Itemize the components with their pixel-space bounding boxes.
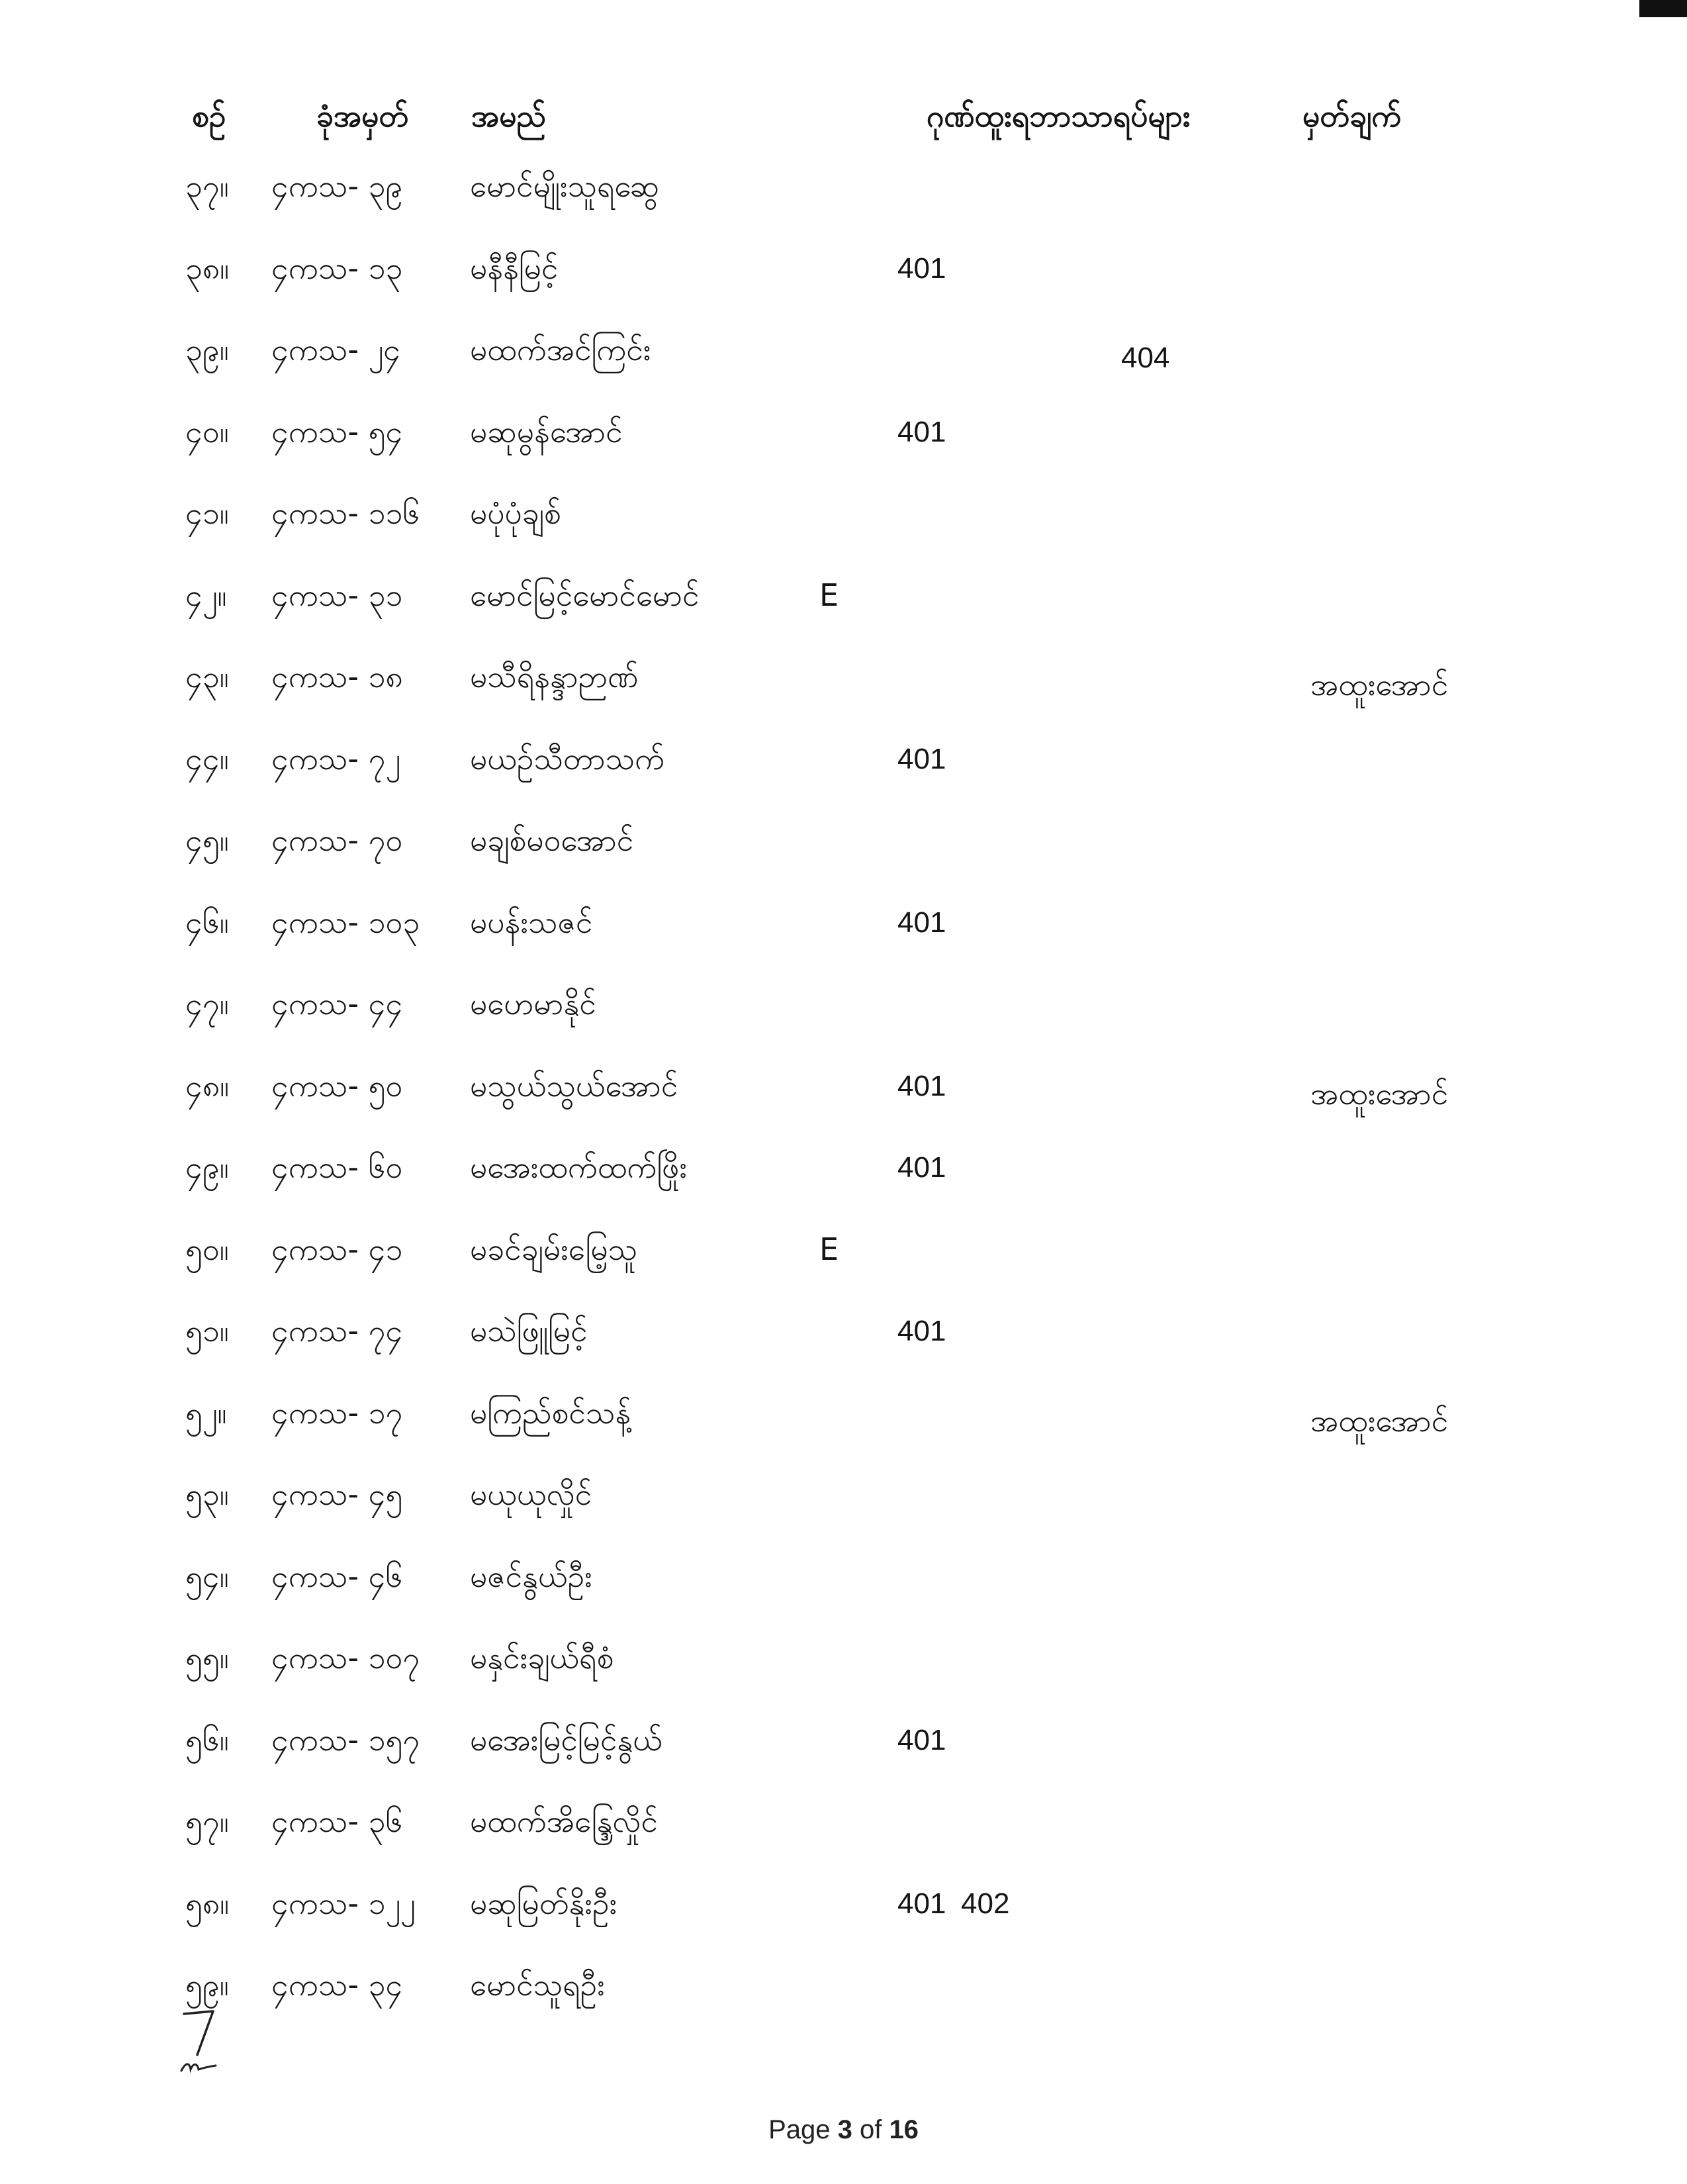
subject-401-cell: 401 <box>897 906 946 939</box>
roll-number-cell: ၄ကသ- ၃၁ <box>271 577 403 613</box>
roll-number-cell: ၄ကသ- ၁၈ <box>271 659 403 694</box>
name-cell: မနှင်းချယ်ရီစံ <box>470 1640 614 1676</box>
serial-cell: ၅၅။ <box>185 1640 229 1676</box>
header-roll-number: ခုံအမှတ် <box>316 98 409 134</box>
table-row <box>0 309 1687 391</box>
roll-number-cell: ၄ကသ- ၇၄ <box>271 1313 403 1349</box>
serial-cell: ၅၆။ <box>185 1721 229 1758</box>
table-header <box>0 93 1687 139</box>
name-cell: မယုယုလှိုင် <box>470 1476 592 1512</box>
header-serial: စဉ် <box>192 98 226 134</box>
roll-number-cell: ၄ကသ- ၄၁ <box>271 1231 403 1267</box>
name-cell: မအေးမြင့်မြင့်နွယ် <box>470 1721 662 1758</box>
table-row <box>0 1617 1687 1699</box>
table-row <box>0 800 1687 882</box>
table-row <box>0 718 1687 800</box>
serial-cell: ၄၆။ <box>185 904 229 940</box>
roll-number-cell: ၄ကသ- ၄၄ <box>271 986 403 1021</box>
serial-cell: ၅၃။ <box>185 1476 229 1512</box>
name-cell: မပုံပုံချစ် <box>470 495 561 531</box>
name-cell: မကြည်စင်သန့် <box>470 1394 631 1431</box>
name-cell: မနီနီမြင့် <box>470 250 559 286</box>
table-row <box>0 1045 1687 1127</box>
roll-number-cell: ၄ကသ- ၁၃ <box>271 250 403 286</box>
roll-number-cell: ၄ကသ- ၄၆ <box>271 1558 403 1594</box>
subject-404-cell: 404 <box>1121 342 1170 374</box>
serial-cell: ၄၂။ <box>185 577 227 613</box>
table-row <box>0 1454 1687 1536</box>
subject-401-cell: 401 <box>897 1887 946 1920</box>
name-cell: မသီရိနန္ဒာဉာဏ် <box>470 659 639 694</box>
name-cell: မချစ်မဝအောင် <box>470 822 634 858</box>
roll-number-cell: ၄ကသ- ၃၆ <box>271 1803 403 1839</box>
roll-number-cell: ၄ကသ- ၆၀ <box>271 1149 403 1185</box>
footer-page-number: 3 <box>837 2115 852 2144</box>
serial-cell: ၄၉။ <box>185 1149 229 1185</box>
e-mark-cell: E <box>819 577 839 613</box>
subject-401-cell: 401 <box>897 1315 946 1347</box>
roll-number-cell: ၄ကသ- ၁၂၂ <box>271 1885 416 1921</box>
remark-cell: အထူးအောင် <box>1310 667 1449 702</box>
table-row <box>0 1699 1687 1781</box>
serial-cell: ၅၈။ <box>185 1885 230 1921</box>
name-cell: မောင်မြင့်မောင်မောင် <box>470 577 700 613</box>
table-row <box>0 1944 1687 2026</box>
name-cell: မပန်းသဇင် <box>470 904 593 940</box>
header-remark: မှတ်ချက် <box>1302 98 1402 134</box>
footer-total-pages: 16 <box>889 2115 919 2144</box>
table-row <box>0 1290 1687 1372</box>
name-cell: မခင်ချမ်းမြေ့သူ <box>470 1231 638 1267</box>
table-row <box>0 473 1687 555</box>
roll-number-cell: ၄ကသ- ၃၄ <box>271 1967 403 2003</box>
serial-cell: ၅၁။ <box>185 1313 229 1349</box>
table-row <box>0 1781 1687 1863</box>
handwritten-mark <box>179 2006 232 2079</box>
scan-corner-mark <box>1639 0 1687 17</box>
subject-401-cell: 401 <box>897 1069 946 1102</box>
roll-number-cell: ၄ကသ- ၅၀ <box>271 1067 403 1104</box>
table-row <box>0 963 1687 1045</box>
name-cell: မောင်မျိုးသူရဆွေ <box>470 168 660 204</box>
table-row <box>0 1127 1687 1209</box>
name-cell: မသဲဖြူမြင့် <box>470 1313 588 1349</box>
roll-number-cell: ၄ကသ- ၁၅၇ <box>271 1721 420 1758</box>
e-mark-cell: E <box>819 1231 839 1267</box>
roll-number-cell: ၄ကသ- ၅၄ <box>271 413 403 450</box>
page-footer <box>0 2115 1687 2145</box>
name-cell: မောင်သူရဦး <box>470 1967 605 2003</box>
footer-middle: of <box>852 2115 889 2144</box>
roll-number-cell: ၄ကသ- ၇၀ <box>271 822 403 858</box>
footer-prefix: Page <box>768 2115 838 2144</box>
remark-cell: အထူးအောင် <box>1310 1075 1449 1112</box>
remark-cell: အထူးအောင် <box>1310 1402 1449 1439</box>
name-cell: မဆုမြတ်နိုးဦး <box>470 1885 617 1921</box>
name-cell: မဇင်နွယ်ဦး <box>470 1558 592 1594</box>
serial-cell: ၅၉။ <box>185 1967 229 2003</box>
roll-number-cell: ၄ကသ- ၄၅ <box>271 1476 403 1512</box>
serial-cell: ၄၈။ <box>185 1067 230 1104</box>
table-row <box>0 636 1687 718</box>
serial-cell: ၅၄။ <box>185 1558 229 1594</box>
table-row <box>0 391 1687 473</box>
table-row <box>0 1209 1687 1291</box>
results-table <box>0 146 1687 2026</box>
serial-cell: ၄၃။ <box>185 659 229 694</box>
name-cell: မထက်အိန္ဒြေလှိုင် <box>470 1803 658 1839</box>
table-row <box>0 228 1687 310</box>
subject-401-cell: 401 <box>897 1723 946 1756</box>
header-name: အမည် <box>471 98 546 134</box>
name-cell: မဆုမွန်အောင် <box>470 413 623 450</box>
name-cell: မယဉ်သီတာသက် <box>470 740 665 777</box>
serial-cell: ၅၂။ <box>185 1394 227 1431</box>
subject-401-cell: 401 <box>897 742 946 775</box>
serial-cell: ၄၇။ <box>185 986 229 1021</box>
name-cell: မဟေမာနိုင် <box>470 986 596 1021</box>
name-cell: မသွယ်သွယ်အောင် <box>470 1067 678 1104</box>
serial-cell: ၄၅။ <box>185 822 229 858</box>
roll-number-cell: ၄ကသ- ၂၄ <box>271 332 401 367</box>
subject-401-cell: 401 <box>897 1151 946 1184</box>
serial-cell: ၄၀။ <box>185 413 229 450</box>
subject-401-cell: 401 <box>897 252 946 285</box>
serial-cell: ၄၄။ <box>185 740 229 777</box>
roll-number-cell: ၄ကသ- ၁၀၇ <box>271 1640 420 1676</box>
table-row <box>0 1536 1687 1618</box>
name-cell: မအေးထက်ထက်ဖြိုး <box>470 1149 688 1185</box>
serial-cell: ၄၁။ <box>185 495 229 531</box>
table-row <box>0 555 1687 637</box>
table-row <box>0 146 1687 228</box>
table-row <box>0 882 1687 964</box>
serial-cell: ၃၉။ <box>185 332 229 367</box>
roll-number-cell: ၄ကသ- ၁၀၃ <box>271 904 420 940</box>
table-row <box>0 1863 1687 1945</box>
serial-cell: ၃၈။ <box>185 250 230 286</box>
serial-cell: ၅၇။ <box>185 1803 229 1839</box>
name-cell: မထက်အင်ကြင်း <box>470 332 651 367</box>
serial-cell: ၅၀။ <box>185 1231 229 1267</box>
serial-cell: ၃၇။ <box>185 168 229 204</box>
table-row <box>0 1372 1687 1454</box>
roll-number-cell: ၄ကသ- ၃၉ <box>271 168 403 204</box>
subject-401-cell: 401 <box>897 415 946 448</box>
roll-number-cell: ၄ကသ- ၁၁၆ <box>271 495 420 531</box>
header-distinction-subjects: ဂုဏ်ထူးရဘာသာရပ်များ <box>927 98 1191 134</box>
roll-number-cell: ၄ကသ- ၇၂ <box>271 740 401 777</box>
roll-number-cell: ၄ကသ- ၁၇ <box>271 1394 403 1431</box>
subject-402-cell: 402 <box>961 1887 1010 1920</box>
